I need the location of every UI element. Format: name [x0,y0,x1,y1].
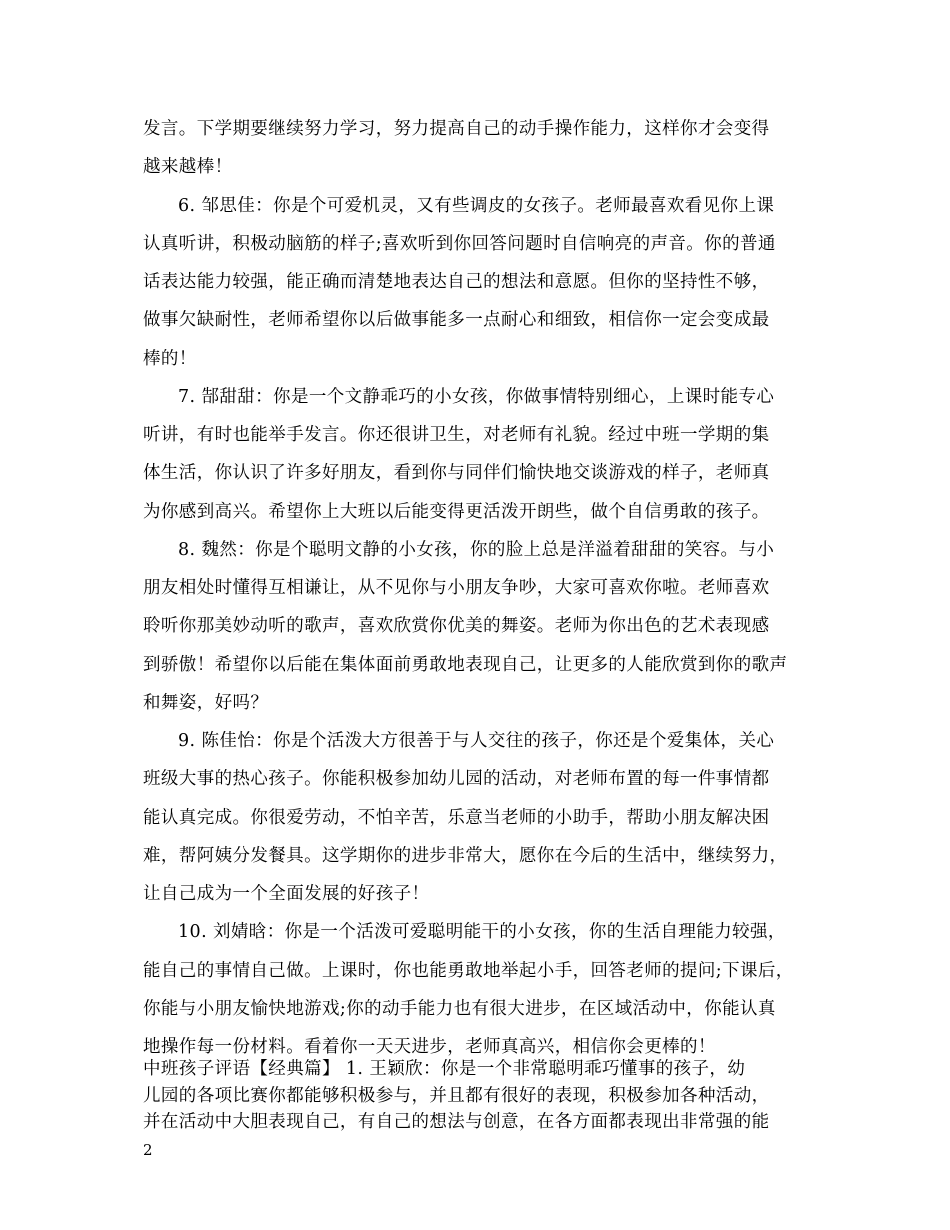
text-line: 儿园的各项比赛你都能够积极参与，并且都有很好的表现，积极参加各种活动， [143,1086,770,1106]
text-line: 9. 陈佳怡：你是个活泼大方很善于与人交往的孩子，你还是个爱集体，关心 [178,731,775,751]
text-line: 地操作每一份材料。看着你一天天进步，老师真高兴，相信你会更棒的！ [143,1037,716,1057]
text-line: 发言。下学期要继续努力学习，努力提高自己的动手操作能力，这样你才会变得 [143,119,770,139]
text-line: 认真听讲，积极动脑筋的样子;喜欢听到你回答问题时自信响亮的声音。你的普通 [143,234,776,254]
text-line: 让自己成为一个全面发展的好孩子！ [143,884,430,904]
text-line: 棒的！ [143,349,197,369]
text-line: 7. 郜甜甜：你是一个文静乖巧的小女孩，你做事情特别细心，上课时能专心 [178,387,775,407]
text-line: 和舞姿，好吗？ [143,693,269,713]
text-line: 体生活，你认识了许多好朋友，看到你与同伴们愉快地交谈游戏的样子，老师真 [143,463,770,483]
text-line: 班级大事的热心孩子。你能积极参加幼儿园的活动，对老师布置的每一件事情都 [143,769,770,789]
text-line: 聆听你那美妙动听的歌声，喜欢欣赏你优美的舞姿。老师为你出色的艺术表现感 [143,616,770,636]
text-line: 你能与小朋友愉快地游戏;你的动手能力也有很大进步，在区域活动中，你能认真 [143,999,776,1019]
text-line: 到骄傲！希望你以后能在集体面前勇敢地表现自己，让更多的人能欣赏到你的歌声 [143,655,788,675]
text-line: 中班孩子评语【经典篇】 1. 王颖欣：你是一个非常聪明乖巧懂事的孩子，幼 [143,1059,746,1079]
text-line: 难，帮阿姨分发餐具。这学期你的进步非常大，愿你在今后的生活中，继续努力， [143,846,788,866]
text-line: 并在活动中大胆表现自己，有自己的想法与创意，在各方面都表现出非常强的能 [143,1112,770,1132]
text-line: 能认真完成。你很爱劳动，不怕辛苦，乐意当老师的小助手，帮助小朋友解决困 [143,808,770,828]
text-line: 10. 刘婧晗：你是一个活泼可爱聪明能干的小女孩，你的生活自理能力较强， [178,922,786,942]
text-line: 能自己的事情自己做。上课时，你也能勇敢地举起小手，回答老师的提问;下课后， [143,961,794,981]
page-number: 2 [143,1141,153,1159]
text-line: 做事欠缺耐性，老师希望你以后做事能多一点耐心和细致，相信你一定会变成最 [143,310,770,330]
text-line: 为你感到高兴。希望你上大班以后能变得更活泼开朗些，做个自信勇敢的孩子。 [143,502,770,522]
text-line: 越来越棒！ [143,157,233,177]
text-line: 6. 邹思佳：你是个可爱机灵，又有些调皮的女孩子。老师最喜欢看见你上课 [178,196,775,216]
text-line: 话表达能力较强，能正确而清楚地表达自己的想法和意愿。但你的坚持性不够， [143,272,770,292]
text-line: 8. 魏然：你是个聪明文静的小女孩，你的脸上总是洋溢着甜甜的笑容。与小 [178,540,775,560]
text-line: 朋友相处时懂得互相谦让，从不见你与小朋友争吵，大家可喜欢你啦。老师喜欢 [143,578,770,598]
text-line: 听讲，有时也能举手发言。你还很讲卫生，对老师有礼貌。经过中班一学期的集 [143,425,770,445]
